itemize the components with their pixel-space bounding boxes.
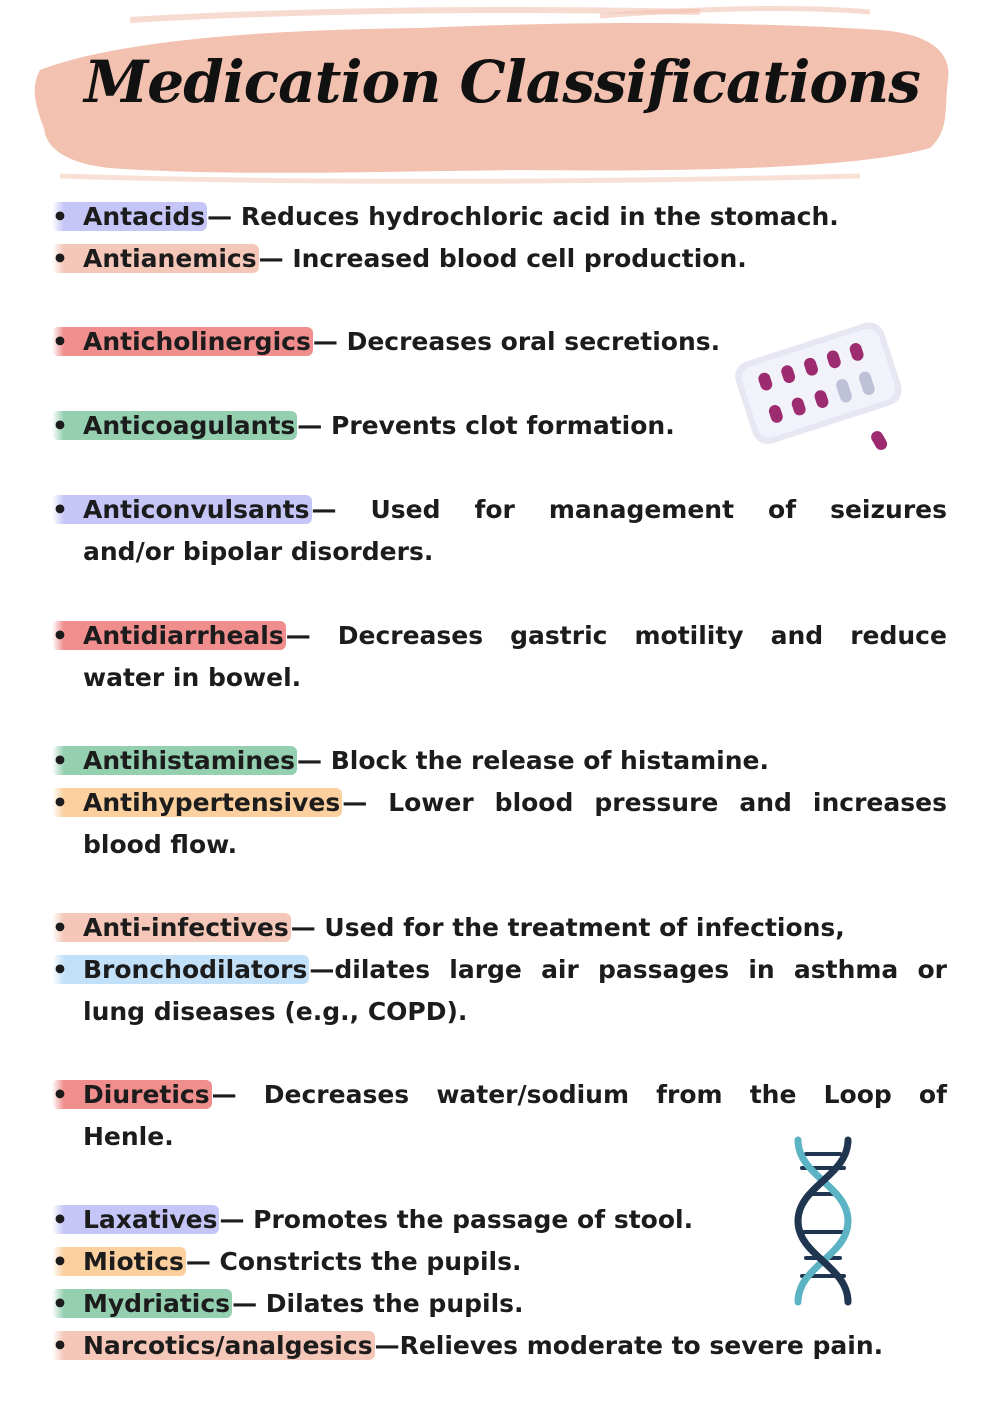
description-word: asthma — [793, 955, 899, 984]
term-group — [52, 740, 769, 782]
term-highlight — [52, 202, 207, 231]
term-highlight — [52, 1080, 212, 1109]
description-word: large — [449, 955, 522, 984]
bullet-icon: • — [52, 495, 68, 524]
description-word: motility — [634, 621, 744, 650]
bullet-icon: • — [52, 202, 68, 231]
description-word: — — [285, 621, 311, 650]
list-item-line — [52, 782, 947, 824]
description-word: of — [768, 495, 797, 524]
list-item — [52, 740, 947, 782]
description-word: management — [548, 495, 735, 524]
term-group — [52, 1325, 883, 1367]
list-item — [52, 615, 947, 699]
term-highlight — [52, 1289, 232, 1318]
list-item-line — [52, 1074, 947, 1116]
description-word: for — [474, 495, 515, 524]
term-group — [52, 1283, 524, 1325]
term-label: Anti-infectives — [83, 913, 289, 942]
description-word: increases — [812, 788, 947, 817]
term-label: Narcotics/analgesics — [83, 1331, 373, 1360]
term-label: Mydriatics — [83, 1289, 231, 1318]
bullet-icon: • — [52, 788, 68, 817]
description-word: seizures — [830, 495, 947, 524]
list-item — [52, 489, 947, 573]
term-highlight — [52, 955, 309, 984]
term-label: Antidiarrheals — [83, 621, 284, 650]
term-group — [52, 196, 839, 238]
description-word: and — [739, 788, 792, 817]
term-group — [52, 782, 367, 824]
term-highlight — [52, 913, 291, 942]
term-description: — Promotes the passage of stool. — [219, 1205, 694, 1234]
list-item — [52, 196, 947, 238]
term-label: Antihistamines — [83, 746, 295, 775]
term-group — [52, 1241, 521, 1283]
term-description: — Increased blood cell production. — [258, 244, 747, 273]
description-word: — — [311, 495, 337, 524]
bullet-icon: • — [52, 955, 68, 984]
term-description-continued: Henle. — [83, 1122, 174, 1151]
description-word: — — [211, 1080, 237, 1109]
bullet-icon: • — [52, 411, 68, 440]
term-description: —Relieves moderate to severe pain. — [374, 1331, 884, 1360]
bullet-icon: • — [52, 244, 68, 273]
term-label: Miotics — [83, 1247, 184, 1276]
term-highlight — [52, 746, 297, 775]
bullet-icon: • — [52, 327, 68, 356]
list-item — [52, 782, 947, 866]
description-word: Decreases — [337, 621, 484, 650]
list-item — [52, 949, 947, 1033]
description-word: gastric — [510, 621, 608, 650]
list-item-line — [52, 489, 947, 531]
list-item — [52, 238, 947, 280]
list-item-line — [52, 949, 947, 991]
description-word: water/sodium — [436, 1080, 630, 1109]
term-group — [52, 1199, 693, 1241]
term-description: — Dilates the pupils. — [232, 1289, 524, 1318]
term-highlight — [52, 244, 259, 273]
bullet-icon: • — [52, 1331, 68, 1360]
bullet-icon: • — [52, 1080, 68, 1109]
term-group — [52, 405, 675, 447]
term-group — [52, 321, 720, 363]
term-highlight — [52, 1205, 219, 1234]
description-word: Decreases — [263, 1080, 410, 1109]
term-group — [52, 949, 430, 991]
term-group — [52, 238, 747, 280]
description-word: or — [917, 955, 947, 984]
bullet-icon: • — [52, 1247, 68, 1276]
term-label: Laxatives — [83, 1205, 218, 1234]
term-group — [52, 615, 311, 657]
term-description: — Constricts the pupils. — [185, 1247, 522, 1276]
description-word: Loop — [823, 1080, 892, 1109]
term-description: — Decreases oral secretions. — [312, 327, 721, 356]
list-item — [52, 907, 947, 949]
term-group — [52, 907, 845, 949]
list-item-line — [52, 615, 947, 657]
term-highlight — [52, 495, 312, 524]
term-label: Diuretics — [83, 1080, 210, 1109]
term-description: — Used for the treatment of infections, — [290, 913, 845, 942]
term-highlight — [52, 1331, 375, 1360]
term-label: Antacids — [83, 202, 206, 231]
list-item-line — [52, 238, 947, 280]
bullet-icon: • — [52, 1289, 68, 1318]
term-description-continued: blood flow. — [83, 830, 238, 859]
description-word: —dilates — [309, 955, 431, 984]
list-item-line — [52, 907, 947, 949]
term-group — [52, 1074, 237, 1116]
description-word: reduce — [850, 621, 947, 650]
term-label: Antianemics — [83, 244, 257, 273]
description-word: Lower — [388, 788, 474, 817]
pill-blister-pack-icon — [730, 318, 910, 458]
term-highlight — [52, 327, 313, 356]
term-label: Anticonvulsants — [83, 495, 310, 524]
term-description: — Block the release of histamine. — [297, 746, 769, 775]
bullet-icon: • — [52, 746, 68, 775]
bullet-icon: • — [52, 1205, 68, 1234]
list-item — [52, 1325, 947, 1367]
dna-helix-icon — [778, 1136, 868, 1306]
title-banner — [0, 0, 1004, 190]
page-title: Medication Classifications — [84, 48, 920, 116]
list-item-line — [52, 740, 947, 782]
term-description-continued: water in bowel. — [83, 663, 302, 692]
description-word: in — [748, 955, 775, 984]
description-word: — — [342, 788, 368, 817]
term-label: Anticoagulants — [83, 411, 296, 440]
term-description-continued: lung diseases (e.g., COPD). — [83, 997, 468, 1026]
term-label: Anticholinergics — [83, 327, 311, 356]
description-word: passages — [598, 955, 730, 984]
term-group — [52, 489, 337, 531]
term-highlight — [52, 621, 286, 650]
term-label: Antihypertensives — [83, 788, 341, 817]
bullet-icon: • — [52, 621, 68, 650]
term-description: — Reduces hydrochloric acid in the stomach. — [207, 202, 839, 231]
description-word: air — [541, 955, 579, 984]
description-word: Used — [370, 495, 441, 524]
term-highlight — [52, 1247, 186, 1276]
description-word: and — [770, 621, 824, 650]
list-item-line — [52, 196, 947, 238]
description-word: blood — [494, 788, 574, 817]
bullet-icon: • — [52, 913, 68, 942]
term-highlight — [52, 411, 297, 440]
description-word: of — [918, 1080, 947, 1109]
term-label: Bronchodilators — [83, 955, 308, 984]
list-item-line — [52, 1325, 947, 1367]
description-word: pressure — [594, 788, 719, 817]
description-word: from — [656, 1080, 723, 1109]
description-word: the — [749, 1080, 797, 1109]
term-description-continued: and/or bipolar disorders. — [83, 537, 434, 566]
term-description: — Prevents clot formation. — [297, 411, 675, 440]
term-highlight — [52, 788, 342, 817]
